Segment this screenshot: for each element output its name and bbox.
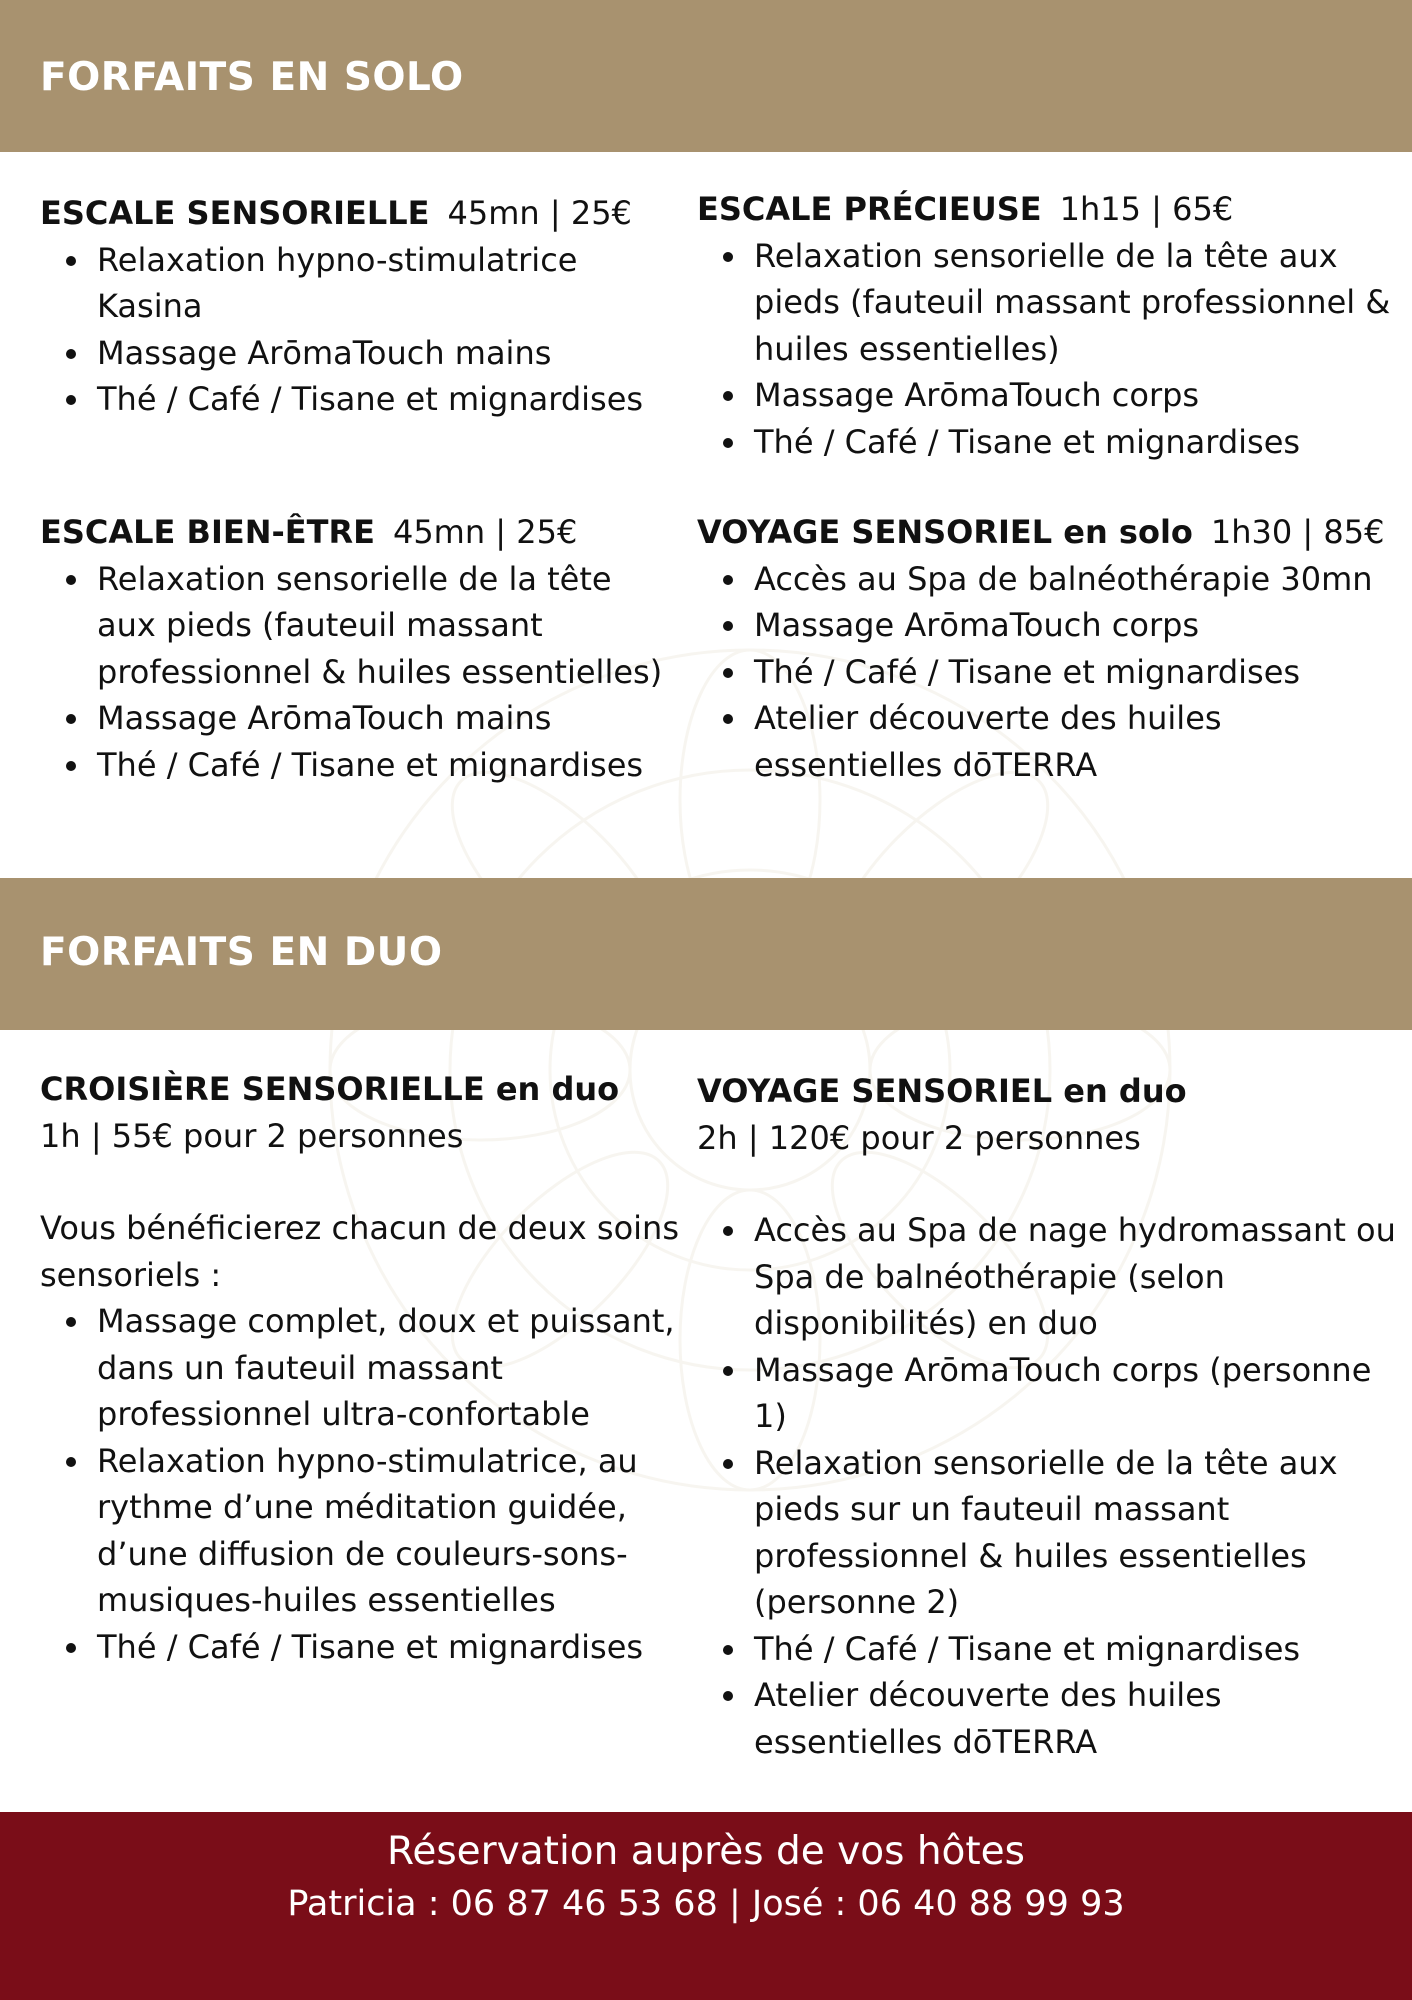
list-item: Massage ArōmaTouch corps xyxy=(754,372,1397,419)
package-items xyxy=(40,237,680,423)
list-item: Massage ArōmaTouch mains xyxy=(97,330,680,377)
list-item: Accès au Spa de balnéothérapie 30mn xyxy=(754,556,1397,603)
list-item: Relaxation hypno-stimulatrice, au rythme d’une méditation guidée, d’une diffusion de couleurs-sons-musiques-huiles essentielles xyxy=(97,1438,680,1624)
package-duration-price: 1h30 | 85€ xyxy=(1210,513,1385,551)
package-duration-price: 2h | 120€ pour 2 personnes xyxy=(697,1118,1141,1157)
reservation-contacts: Patricia : 06 87 46 53 68 | José : 06 40 88 99 93 xyxy=(287,1884,1125,1924)
package-heading xyxy=(40,509,680,556)
package-name: CROISIÈRE SENSORIELLE en duo xyxy=(40,1070,620,1108)
package-voyage-sensoriel-duo xyxy=(697,1068,1397,1765)
package-duration-price: 1h15 | 65€ xyxy=(1059,190,1234,228)
package-name: ESCALE BIEN-ÊTRE xyxy=(40,513,375,551)
duo-section-header xyxy=(0,878,1412,1030)
list-item: Thé / Café / Tisane et mignardises xyxy=(754,649,1397,696)
package-items xyxy=(40,1298,680,1670)
list-item: Relaxation hypno-stimulatrice Kasina xyxy=(97,237,680,330)
package-duration-price: 45mn | 25€ xyxy=(447,194,632,232)
list-item: Accès au Spa de nage hydromassant ou Spa de balnéothérapie (selon disponibilités) en duo xyxy=(754,1207,1397,1347)
package-croisiere-sensorielle-duo xyxy=(40,1066,680,1670)
reservation-footer xyxy=(0,1812,1412,2000)
solo-section-title: FORFAITS EN SOLO xyxy=(40,55,464,100)
package-intro: Vous bénéficierez chacun de deux soins sensoriels : xyxy=(40,1209,679,1294)
list-item: Relaxation sensorielle de la tête aux pieds (fauteuil massant professionnel & huiles essentielles) xyxy=(754,233,1397,373)
reservation-title: Réservation auprès de vos hôtes xyxy=(386,1829,1025,1874)
package-heading xyxy=(40,190,680,237)
package-escale-sensorielle xyxy=(40,190,680,423)
package-name: ESCALE PRÉCIEUSE xyxy=(697,190,1042,228)
list-item: Massage ArōmaTouch corps xyxy=(754,602,1397,649)
list-item: Massage ArōmaTouch mains xyxy=(97,695,680,742)
solo-section-header xyxy=(0,0,1412,152)
list-item: Atelier découverte des huiles essentielles dōTERRA xyxy=(754,695,1397,788)
package-heading xyxy=(40,1066,680,1113)
package-heading xyxy=(697,509,1397,556)
list-item: Massage ArōmaTouch corps (personne 1) xyxy=(754,1347,1397,1440)
list-item: Relaxation sensorielle de la tête aux pieds sur un fauteuil massant professionnel & huiles essentielles (personne 2) xyxy=(754,1440,1397,1626)
package-items xyxy=(40,556,680,789)
duo-section-title: FORFAITS EN DUO xyxy=(40,930,443,975)
package-heading xyxy=(697,186,1397,233)
package-items xyxy=(697,556,1397,789)
package-duration-price: 45mn | 25€ xyxy=(392,513,578,551)
list-item: Atelier découverte des huiles essentielles dōTERRA xyxy=(754,1672,1397,1765)
package-items xyxy=(697,1207,1397,1765)
package-name: VOYAGE SENSORIEL en duo xyxy=(697,1072,1187,1110)
list-item: Thé / Café / Tisane et mignardises xyxy=(754,1626,1397,1673)
package-items xyxy=(697,233,1397,466)
package-duration-price: 1h | 55€ pour 2 personnes xyxy=(40,1116,464,1155)
list-item: Thé / Café / Tisane et mignardises xyxy=(97,1624,680,1671)
package-escale-bien-etre xyxy=(40,509,680,788)
package-name: ESCALE SENSORIELLE xyxy=(40,194,430,232)
list-item: Massage complet, doux et puissant, dans un fauteuil massant professionnel ultra-confortable xyxy=(97,1298,680,1438)
list-item: Thé / Café / Tisane et mignardises xyxy=(754,419,1397,466)
list-item: Thé / Café / Tisane et mignardises xyxy=(97,742,680,789)
package-heading xyxy=(697,1068,1397,1115)
package-escale-precieuse xyxy=(697,186,1397,465)
list-item: Relaxation sensorielle de la tête aux pieds (fauteuil massant professionnel & huiles essentielles) xyxy=(97,556,680,696)
package-name: VOYAGE SENSORIEL en solo xyxy=(697,513,1193,551)
list-item: Thé / Café / Tisane et mignardises xyxy=(97,376,680,423)
package-voyage-sensoriel-solo xyxy=(697,509,1397,788)
